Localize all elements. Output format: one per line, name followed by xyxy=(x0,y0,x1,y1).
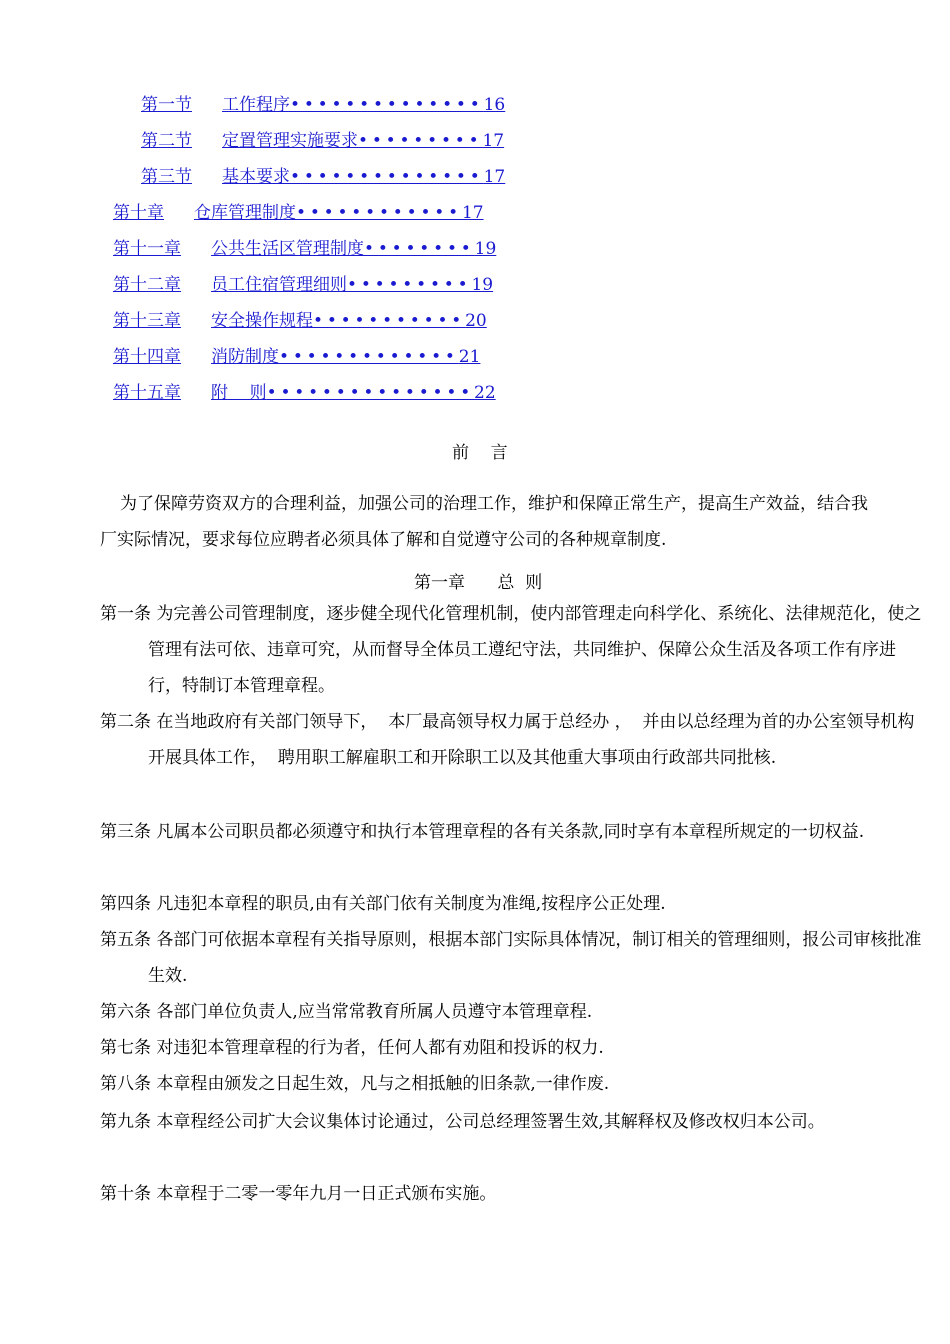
article-label: 第四条 xyxy=(100,894,151,914)
toc-leader-dots: •••••••••••• xyxy=(296,203,462,223)
article-label: 第五条 xyxy=(100,930,151,950)
toc-entry-page: 17 xyxy=(483,167,506,187)
toc-leader-dots: ••••••••••••••• xyxy=(266,383,475,403)
toc-entry[interactable] xyxy=(113,274,493,296)
toc-entry[interactable] xyxy=(113,310,487,332)
toc-entry-page: 21 xyxy=(458,347,481,367)
toc-leader-dots: ••••••••••• xyxy=(313,311,466,331)
toc-entry[interactable] xyxy=(113,346,480,368)
article-text: 本章程由颁发之日起生效，凡与之相抵触的旧条款,一律作废. xyxy=(156,1074,610,1094)
toc-entry-page: 19 xyxy=(471,275,494,295)
article-item xyxy=(100,1176,923,1212)
toc-entry-title: 附 则 xyxy=(211,383,267,403)
toc-entry-page: 17 xyxy=(482,131,505,151)
toc-entry[interactable] xyxy=(113,202,484,224)
toc-entry-number: 第二节 xyxy=(141,131,192,151)
article-text: 凡违犯本章程的职员,由有关部门依有关制度为准绳,按程序公正处理. xyxy=(156,894,666,914)
toc-entry[interactable] xyxy=(141,130,504,152)
article-item xyxy=(100,596,923,704)
article-label: 第二条 xyxy=(100,712,151,732)
article-label: 第十条 xyxy=(100,1184,151,1204)
toc-entry-title: 消防制度 xyxy=(211,347,279,367)
article-text: 各部门可依据本章程有关指导原则，根据本部门实际具体情况，制订相关的管理细则，报公司审核批准生效. xyxy=(148,930,922,986)
article-label: 第七条 xyxy=(100,1038,151,1058)
article-item xyxy=(100,994,923,1030)
toc-leader-dots: •••••••••••••• xyxy=(290,95,484,115)
toc-entry-title: 工作程序 xyxy=(222,95,290,115)
toc-leader-dots: •••••••••••••• xyxy=(290,167,484,187)
preface-paragraph xyxy=(100,486,875,558)
toc-entry-title: 员工住宿管理细则 xyxy=(211,275,347,295)
article-item xyxy=(100,814,923,850)
article-item xyxy=(100,704,923,776)
toc-entry-number: 第十二章 xyxy=(113,275,181,295)
toc-entry-page: 22 xyxy=(474,383,496,403)
toc-entry-number: 第十四章 xyxy=(113,347,181,367)
toc-entry-number: 第十三章 xyxy=(113,311,181,331)
article-text: 本章程于二零一零年九月一日正式颁布实施。 xyxy=(156,1184,497,1204)
article-item xyxy=(100,922,923,994)
toc-entry[interactable] xyxy=(141,166,505,188)
article-item xyxy=(100,1030,923,1066)
toc-entry-page: 20 xyxy=(465,311,487,331)
toc-entry-number: 第十一章 xyxy=(113,239,181,259)
toc-entry-page: 19 xyxy=(474,239,497,259)
preface-text: 为了保障劳资双方的合理利益，加强公司的治理工作，维护和保障正常生产，提高生产效益，结合我厂实际情况，要求每位应聘者必须具体了解和自觉遵守公司的各种规章制度. xyxy=(100,494,868,550)
article-text: 为完善公司管理制度，逐步健全现代化管理机制，使内部管理走向科学化、系统化、法律规范化，使之管理有法可依、违章可究，从而督导全体员工遵纪守法，共同维护、保障公众生活及各项工作有序进行，特制订本管理章程。 xyxy=(148,604,922,696)
article-label: 第八条 xyxy=(100,1074,151,1094)
toc-entry-number: 第三节 xyxy=(141,167,192,187)
toc-leader-dots: ••••••••••••• xyxy=(279,347,459,367)
toc-entry-number: 第十五章 xyxy=(113,383,181,403)
article-text: 各部门单位负责人,应当常常教育所属人员遵守本管理章程. xyxy=(156,1002,593,1022)
toc-leader-dots: ••••••••• xyxy=(347,275,472,295)
toc-entry-title: 仓库管理制度 xyxy=(194,203,296,223)
toc-entry[interactable] xyxy=(113,382,496,404)
article-item xyxy=(100,1104,923,1140)
article-text: 对违犯本管理章程的行为者，任何人都有劝阻和投诉的权力. xyxy=(156,1038,604,1058)
toc-entry-title: 公共生活区管理制度 xyxy=(211,239,364,259)
article-label: 第三条 xyxy=(100,822,151,842)
article-label: 第九条 xyxy=(100,1112,151,1132)
toc-entry-page: 17 xyxy=(461,203,484,223)
toc-entry-title: 安全操作规程 xyxy=(211,311,313,331)
toc-entry-page: 16 xyxy=(483,95,506,115)
toc-leader-dots: •••••••• xyxy=(364,239,475,259)
toc-entry-title: 基本要求 xyxy=(222,167,290,187)
toc-entry-number: 第十章 xyxy=(113,203,164,223)
article-text: 本章程经公司扩大会议集体讨论通过，公司总经理签署生效,其解释权及修改权归本公司。 xyxy=(156,1112,825,1132)
toc-entry-number: 第一节 xyxy=(141,95,192,115)
chapter-title: 第一章 总 则 xyxy=(414,573,543,593)
article-label: 第一条 xyxy=(100,604,151,624)
toc-leader-dots: ••••••••• xyxy=(358,131,483,151)
toc-entry-title: 定置管理实施要求 xyxy=(222,131,358,151)
article-text: 在当地政府有关部门领导下， 本厂最高领导权力属于总经办 ， 并由以总经理为首的办公室领导机构开展具体工作， 聘用职工解雇职工和开除职工以及其他重大事项由行政部共同批核. xyxy=(148,712,915,768)
article-item xyxy=(100,1066,923,1102)
preface-title: 前 言 xyxy=(452,443,508,463)
toc-entry[interactable] xyxy=(113,238,496,260)
article-label: 第六条 xyxy=(100,1002,151,1022)
article-item xyxy=(100,886,923,922)
article-text: 凡属本公司职员都必须遵守和执行本管理章程的各有关条款,同时享有本章程所规定的一切权益. xyxy=(156,822,865,842)
toc-entry[interactable] xyxy=(141,94,505,116)
